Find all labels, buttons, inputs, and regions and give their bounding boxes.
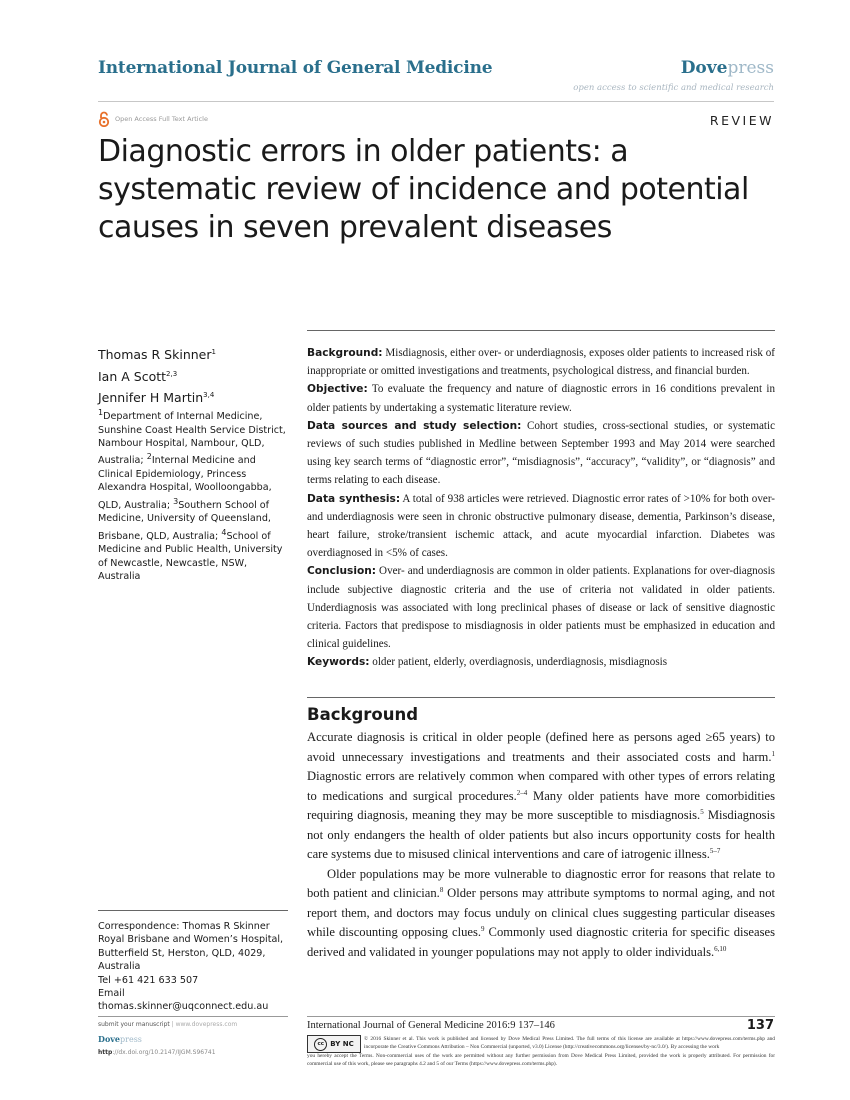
footer-rule-left (98, 1016, 288, 1017)
doi-rest[interactable]: ://dx.doi.org/10.2147/IJGM.S96741 (112, 1049, 216, 1056)
journal-title: International Journal of General Medicine (98, 58, 493, 78)
doi-link[interactable] (98, 1049, 216, 1056)
reference-marker[interactable]: 5–7 (709, 846, 721, 855)
abstract-text: To evaluate the frequency and nature of diagnostic errors in 16 conditions prevalent in older patients by undertaking a systematic literature review. (307, 383, 775, 414)
abstract-text: older patient, elderly, overdiagnosis, underdiagnosis, misdiagnosis (369, 656, 668, 669)
reference-marker[interactable]: 1 (771, 749, 775, 758)
cc-icon: cc (314, 1038, 327, 1051)
body-text (307, 728, 775, 962)
body-paragraph (307, 865, 775, 963)
affiliation-text: School of Medicine and Public Health, University of Newcastle, Newcastle, NSW, Australia (98, 531, 283, 583)
footer-rule-right (307, 1016, 775, 1017)
reference-marker[interactable]: 8 (439, 885, 444, 894)
correspondence-email[interactable]: Email thomas.skinner@uqconnect.edu.au (98, 988, 269, 1013)
abstract-text: Cohort studies, cross-sectional studies, or systematic reviews of such studies published in Medline between September 1993 and May 2014 were searched using key search terms of “diagnostic error”, “misdiagnosis”, “accuracy”, “validity”, or “diagnosis” and terms relating to each disease. (307, 419, 775, 487)
open-access-row (98, 111, 208, 127)
affiliation-text: Department of Internal Medicine, Sunshine Coast Health Service District, Nambour Hospital, Nambour, QLD, Australia; (98, 411, 286, 467)
author-list (98, 343, 216, 408)
publisher-logo-bold: Dove (680, 58, 728, 78)
header-divider (98, 101, 774, 102)
correspondence-address: Australia (98, 961, 141, 973)
correspondence-address: Butterfield St, Herston, QLD, 4029, (98, 947, 266, 959)
section-heading-background: Background (307, 705, 419, 724)
body-span: Misdiagnosis not only endangers the health of older patients but also incurs opportunity costs for health care systems due to misused clinical interventions and care of iatrogenic illness. (307, 808, 775, 861)
submit-label[interactable]: submit your manuscript (98, 1021, 170, 1028)
publisher-logo-light: press (727, 58, 774, 78)
abstract-label: Background: (307, 347, 383, 359)
author-affiliation-marker: 2,3 (166, 369, 178, 378)
author (98, 386, 216, 408)
creative-commons-badge[interactable] (307, 1035, 361, 1053)
abstract-data-synthesis (307, 490, 775, 563)
abstract-conclusion (307, 562, 775, 653)
license-text-continued: you hereby accept the Terms. Non-commercial uses of the work are permitted without any further permission from Dove Medical Press Limited, provided the work is properly attributed. For permission for commercial use of this work, please see paragraphs 4.2 and 5 of our Terms (https://www.dovepress.com/terms.php). (307, 1053, 775, 1068)
citation-line: International Journal of General Medicine 2016:9 137–146 (307, 1020, 555, 1031)
body-span: Older populations may be more vulnerable to diagnostic error for reasons that relate to both patient and clinician. (307, 866, 775, 900)
article-title: Diagnostic errors in older patients: a systematic review of incidence and potential causes in seven prevalent diseases (98, 134, 749, 245)
correspondence (98, 920, 298, 1014)
affiliation-marker: 3 (173, 496, 179, 506)
cc-license-label: BY NC (330, 1040, 354, 1048)
body-span: Older persons may attribute symptoms to normal aging, and not report them, and doctors may focus unduly on clinical clues suggesting particular diseases while discounting opposing clues. (307, 886, 776, 939)
affiliation-marker: 4 (221, 527, 227, 537)
body-span: Accurate diagnosis is critical in older people (defined here as persons aged ≥65 years) to avoid unnecessary investigations and treatments and their associated costs and harm. (307, 730, 775, 764)
author (98, 365, 216, 387)
author-name: Jennifer H Martin (98, 390, 204, 406)
abstract-objective (307, 380, 775, 416)
abstract-label: Objective: (307, 383, 368, 396)
body-span: Many older patients have more comorbidities requiring diagnosis, meaning they may be more susceptible to misdiagnosis. (307, 788, 775, 822)
abstract-keywords (307, 653, 775, 671)
submit-manuscript-link[interactable] (98, 1021, 237, 1028)
body-paragraph (307, 728, 775, 865)
publisher-tagline: open access to scientific and medical research (573, 83, 774, 93)
reference-marker[interactable]: 5 (700, 807, 704, 816)
abstract-top-rule (307, 330, 775, 331)
reference-marker[interactable]: 6,10 (714, 944, 727, 953)
affiliations (98, 406, 290, 584)
correspondence-phone: Tel +61 421 633 507 (98, 974, 199, 986)
author-affiliation-marker: 3,4 (203, 391, 215, 400)
footer-logo-light: press (120, 1035, 142, 1044)
abstract-bottom-rule (307, 697, 775, 698)
license-text: © 2016 Skinner et al. This work is published and licensed by Dove Medical Press Limited. The full terms of this license are available at https://www.dovepress.com/terms.php and incorporate the Creative Commons Attribution – Non Commercial (unported, v3.0) License (http://creativecommons.org/licenses/by-nc/3.0/). By accessing the work (364, 1036, 775, 1051)
author-name: Thomas R Skinner (98, 347, 212, 363)
open-access-label: Open Access Full Text Article (115, 115, 208, 123)
abstract-label: Conclusion: (307, 565, 377, 578)
author (98, 343, 216, 365)
doi-prefix[interactable]: http (98, 1049, 113, 1056)
reference-marker[interactable]: 2–4 (516, 788, 528, 797)
abstract-data-sources (307, 417, 775, 490)
affiliation-marker: 1 (98, 408, 104, 417)
abstract-label: Data sources and study selection: (307, 419, 522, 432)
correspondence-address: Royal Brisbane and Women’s Hospital, (98, 934, 284, 946)
abstract-background (307, 344, 775, 380)
affiliation-text: Southern School of Medicine, University of Queensland, Brisbane, QLD, Australia; (98, 500, 271, 542)
correspondence-name: Correspondence: Thomas R Skinner (98, 921, 270, 932)
body-span: Diagnostic errors are relatively common when compared with other types of errors relating to medications and surgical procedures. (307, 769, 775, 803)
affiliation-text: Internal Medicine and Clinical Epidemiology, Princess Alexandra Hospital, Woolloongabba, QLD, Australia; (98, 455, 272, 511)
abstract-text: Misdiagnosis, either over- or underdiagnosis, exposes older patients to increased risk of inappropriate or omitted investigations and treatments, psychological distress, and financial burden. (307, 347, 775, 378)
footer-publisher-logo (98, 1034, 142, 1044)
author-name: Ian A Scott (98, 368, 167, 384)
abstract-text: Over- and underdiagnosis are common in older patients. Explanations for over-diagnosis include subjective diagnostic criteria and the use of criteria not validated in older patients. Underdiagnosis was associated with long preclinical phases of disease or lack of sensitive diagnostic criteria. Factors that predispose to misdiagnosis in older patients must be emphasized in education and clinical guidelines. (307, 565, 775, 651)
abstract-label: Data synthesis: (307, 492, 401, 505)
author-affiliation-marker: 1 (211, 348, 216, 356)
abstract (307, 344, 775, 672)
publisher-logo (681, 58, 774, 78)
article-type: REVIEW (709, 113, 774, 128)
open-access-lock-icon (98, 111, 110, 127)
reference-marker[interactable]: 9 (481, 924, 485, 933)
abstract-text: A total of 938 articles were retrieved. Diagnostic error rates of >10% for both over- and underdiagnosis were seen in chronic obstructive pulmonary disease, dementia, Parkinson’s disease, heart failure, stroke/transient ischemic attack, and acute myocardial infarction. Diabetes was overdiagnosed in <5% of cases. (307, 492, 775, 560)
submit-url[interactable]: | www.dovepress.com (169, 1021, 238, 1028)
abstract-label: Keywords: (307, 656, 370, 669)
correspondence-rule (98, 910, 288, 911)
footer-logo-bold: Dove (98, 1034, 121, 1044)
affiliation-marker: 2 (146, 452, 152, 462)
page-number: 137 (746, 1018, 774, 1033)
body-span: Commonly used diagnostic criteria for specific diseases derived and validated in younger populations may not apply to older individuals. (307, 925, 775, 959)
